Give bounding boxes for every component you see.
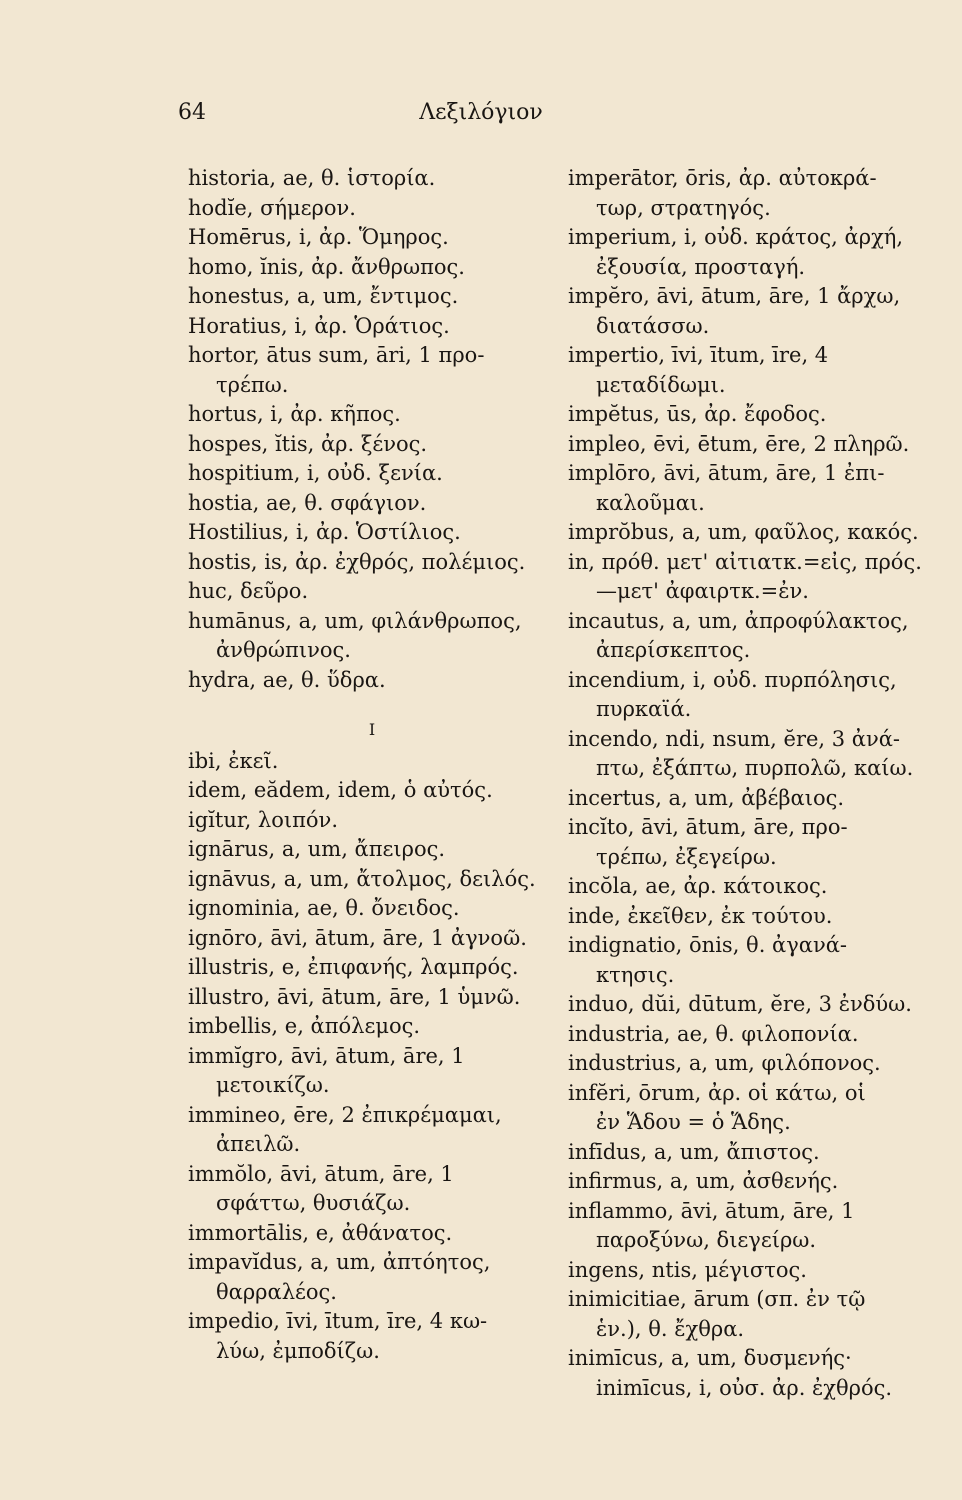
entry-line: illustris, e, ἐπιφανής, λαμπρός. <box>188 955 519 979</box>
entry-line: industria, ae, θ. φιλοπονία. <box>568 1021 859 1046</box>
entry-line: hostis, is, ἀρ. ἐχθρός, πολέμιος. <box>188 549 526 574</box>
entry-line: imperium, i, οὐδ. κράτος, ἀρχή, <box>568 225 904 249</box>
entry-continuation-line: μεταδίδωμι. <box>596 372 726 397</box>
entry-continuation-line: ἐξουσία, προσταγή. <box>596 254 806 279</box>
entry-continuation-line: —μετ' ἀφαιρτκ.=ἐν. <box>596 579 809 603</box>
entry-line: immortālis, e, ἀθάνατος. <box>188 1220 453 1245</box>
entry-continuation-line: κτησις. <box>596 962 675 987</box>
entry-continuation-line: ἀνθρώπινος. <box>216 638 351 662</box>
entry-line: imperātor, ōris, ἀρ. αὐτοκρά- <box>568 166 877 190</box>
entry-line: igĭtur, λοιπόν. <box>188 807 338 832</box>
entry-line: incertus, a, um, ἀβέβαιος. <box>568 785 845 810</box>
entry-continuation-line: θαρραλέος. <box>216 1279 337 1304</box>
entry-continuation-line: τρέπω, ἐξεγείρω. <box>596 844 777 869</box>
entry-line: indignatio, ōnis, θ. ἀγανά- <box>568 933 847 957</box>
page-number: 64 <box>178 100 206 125</box>
entry-continuation-line: ἑν.), θ. ἔχθρα. <box>596 1316 745 1341</box>
entry-line: huc, δεῦρο. <box>188 579 309 603</box>
entry-line: impertio, īvi, ītum, īre, 4 <box>568 343 829 367</box>
entry-continuation-line: καλοῦμαι. <box>596 490 705 515</box>
entry-line: hodĭe, σήμερον. <box>188 195 356 220</box>
entry-line: ignāvus, a, um, ἄτολμος, δειλός. <box>188 866 536 891</box>
entry-continuation-line: τωρ, στρατηγός. <box>596 195 771 220</box>
entry-line: incŏla, ae, ἀρ. κάτοικος. <box>568 874 828 898</box>
entry-line: incendium, i, οὐδ. πυρπόλησις, <box>568 667 897 692</box>
entry-line: inimicitiae, ārum (σπ. ἐν τῷ <box>568 1287 866 1311</box>
entry-line: Homērus, i, ἀρ. Ὅμηρος. <box>188 225 449 249</box>
entry-continuation-line: πυρκαϊά. <box>596 697 692 721</box>
entry-line: hydra, ae, θ. ὕδρα. <box>188 667 386 692</box>
entry-line: impedio, īvi, ītum, īre, 4 κω- <box>188 1309 488 1333</box>
entry-line: inde, ἐκεῖθεν, ἐκ τούτου. <box>568 903 833 928</box>
entry-line: infirmus, a, um, ἀσθενής. <box>568 1169 839 1193</box>
entry-continuation-line: inimīcus, i, οὐσ. ἀρ. ἐχθρός. <box>596 1375 893 1400</box>
entry-continuation-line: παροξύνω, διεγείρω. <box>596 1228 817 1252</box>
entry-line: infĕri, ōrum, ἀρ. οἱ κάτω, οἱ <box>568 1080 866 1105</box>
entry-line: ignārus, a, um, ἄπειρος. <box>188 837 446 861</box>
entry-line: incautus, a, um, ἀπροφύλακτος, <box>568 608 909 633</box>
entry-continuation-line: μετοικίζω. <box>216 1073 330 1097</box>
entry-line: Hostilius, i, ἀρ. Ὁστίλιος. <box>188 520 461 544</box>
entry-line: Horatius, i, ἀρ. Ὁράτιος. <box>188 313 450 338</box>
entry-line: ignominia, ae, θ. ὄνειδος. <box>188 896 460 920</box>
entry-continuation-line: ἐν Ἅδου = ὁ Ἅδης. <box>596 1110 791 1134</box>
right-column <box>568 164 940 1403</box>
entry-continuation-line: διατάσσω. <box>596 313 710 338</box>
entry-line: impĕro, āvi, ātum, āre, 1 ἄρχω, <box>568 284 901 308</box>
entry-line: impavĭdus, a, um, ἀπτόητος, <box>188 1250 491 1274</box>
entry-continuation-line: σφάττω, θυσιάζω. <box>216 1191 411 1215</box>
entry-line: inflammo, āvi, ātum, āre, 1 <box>568 1198 855 1223</box>
entry-line: imbellis, e, ἀπόλεμος. <box>188 1014 421 1038</box>
entry-line: illustro, āvi, ātum, āre, 1 ὑμνῶ. <box>188 984 521 1009</box>
entry-line: implōro, āvi, ātum, āre, 1 ἐπι- <box>568 461 885 485</box>
entry-continuation-line: πτω, ἐξάπτω, πυρπολῶ, καίω. <box>596 756 914 780</box>
entry-line: ingens, ntis, μέγιστος. <box>568 1257 807 1282</box>
section-letter-i: I <box>368 720 376 739</box>
entry-continuation-line: τρέπω. <box>216 372 289 397</box>
entry-line: impĕtus, ūs, ἀρ. ἔφοδος. <box>568 402 827 426</box>
entry-line: induo, dŭi, dūtum, ĕre, 3 ἐνδύω. <box>568 992 912 1016</box>
entry-line: immĭgro, āvi, ātum, āre, 1 <box>188 1043 465 1068</box>
entry-line: immŏlo, āvi, ātum, āre, 1 <box>188 1161 454 1186</box>
entry-line: hortor, ātus sum, āri, 1 προ- <box>188 343 485 367</box>
entry-line: incĭto, āvi, ātum, āre, προ- <box>568 815 848 839</box>
entry-continuation-line: ἀπερίσκεπτος. <box>596 638 751 662</box>
entry-line: imprŏbus, a, um, φαῦλος, κακός. <box>568 520 919 544</box>
entry-line: immineo, ēre, 2 ἐπικρέμαμαι, <box>188 1102 502 1127</box>
entry-line: infīdus, a, um, ἄπιστος. <box>568 1139 820 1164</box>
entry-line: hospes, ĭtis, ἀρ. ξένος. <box>188 431 428 456</box>
entry-line: hostia, ae, θ. σφάγιον. <box>188 490 427 515</box>
entry-line: inimīcus, a, um, δυσμενής· <box>568 1346 852 1370</box>
entry-line: ibi, ἐκεῖ. <box>188 748 279 773</box>
entries-im-in <box>568 164 940 1403</box>
entry-line: homo, ĭnis, ἀρ. ἄνθρωπος. <box>188 254 465 279</box>
entry-line: humānus, a, um, φιλάνθρωπος, <box>188 608 522 633</box>
running-head: Λεξιλόγιον <box>419 100 543 125</box>
entry-line: incendo, ndi, nsum, ĕre, 3 ἀνά- <box>568 726 901 751</box>
entry-line: industrius, a, um, φιλόπονος. <box>568 1051 881 1075</box>
entry-continuation-line: λύω, ἐμποδίζω. <box>216 1338 380 1363</box>
entry-line: ignōro, āvi, ātum, āre, 1 ἀγνοῶ. <box>188 925 527 950</box>
entries-i <box>188 747 556 1367</box>
entry-line: historia, ae, θ. ἱστορία. <box>188 166 436 190</box>
entry-line: impleo, ēvi, ētum, ēre, 2 πληρῶ. <box>568 431 910 456</box>
entry-continuation-line: ἀπειλῶ. <box>216 1132 301 1156</box>
entries-h <box>188 164 556 695</box>
entry-line: in, πρόθ. μετ' αἰτιατκ.=εἰς, πρός. <box>568 549 922 574</box>
entry-line: honestus, a, um, ἔντιμος. <box>188 284 459 308</box>
left-column <box>188 164 556 1366</box>
entry-line: hortus, i, ἀρ. κῆπος. <box>188 402 401 426</box>
entry-line: idem, eădem, idem, ὁ αὐτός. <box>188 778 493 802</box>
entry-line: hospitium, i, οὐδ. ξενία. <box>188 461 443 485</box>
